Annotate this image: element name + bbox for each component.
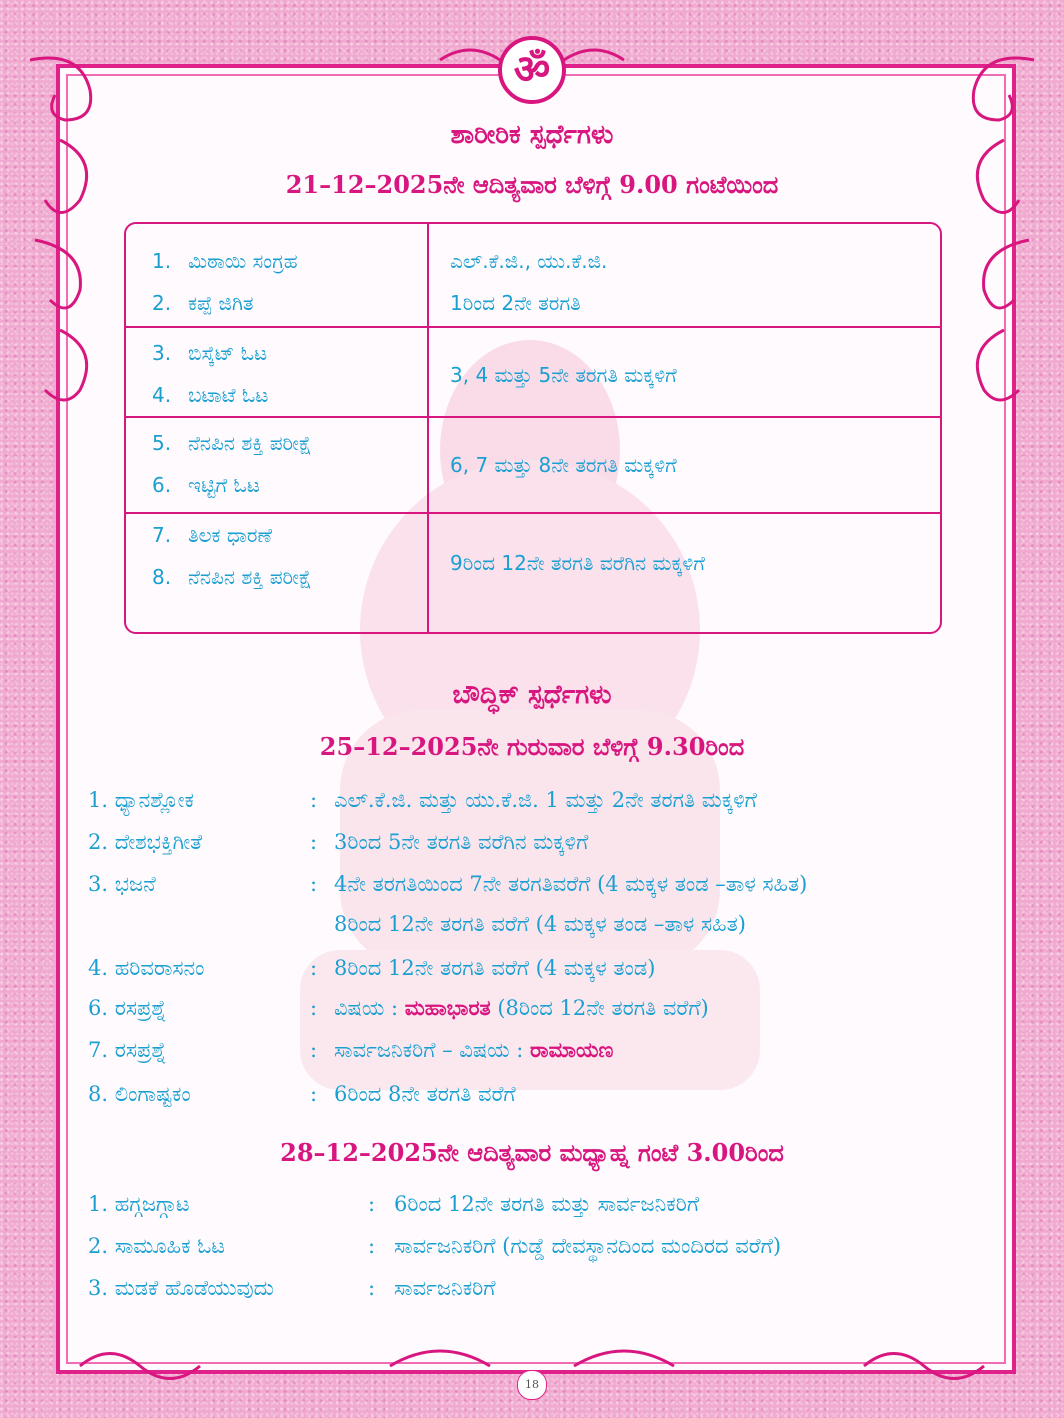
physical-competitions-date: 21–12–2025ನೇ ಆದಿತ್ಯವಾರ ಬೆಳಿಗ್ಗೆ 9.00 ಗಂಟೆಯಿಂದ bbox=[285, 170, 779, 199]
value-suffix: (8ರಿಂದ 12ನೇ ತರಗತಿ ವರೆಗೆ) bbox=[490, 996, 709, 1020]
table-row-1-items bbox=[152, 240, 298, 324]
list-item-colon: : bbox=[310, 1082, 318, 1106]
list-item-value: 6ರಿಂದ 8ನೇ ತರಗತಿ ವರೆಗೆ bbox=[334, 1082, 516, 1106]
subject-highlight: ರಾಮಾಯಣ bbox=[530, 1037, 614, 1062]
table-row-3-groups bbox=[450, 444, 677, 486]
list-item-value bbox=[334, 1030, 613, 1070]
list-item-value bbox=[334, 988, 709, 1028]
item-number: 2. bbox=[152, 291, 172, 315]
item-number: 4. bbox=[152, 383, 172, 407]
item-number: 1. bbox=[152, 249, 172, 273]
table-row-4-items bbox=[152, 514, 312, 598]
table-row-3-items bbox=[152, 422, 312, 506]
group-text: ಎಲ್.ಕೆ.ಜಿ., ಯು.ಕೆ.ಜಿ. bbox=[450, 249, 608, 273]
item-text: ತಿಲಕ ಧಾರಣೆ bbox=[188, 523, 273, 547]
intellectual-competitions-date: 25–12–2025ನೇ ಗುರುವಾರ ಬೆಳಿಗ್ಗೆ 9.30ರಿಂದ bbox=[319, 732, 745, 761]
table-row-1-groups bbox=[450, 240, 607, 324]
list-item-value: 4ನೇ ತರಗತಿಯಿಂದ 7ನೇ ತರಗತಿವರೆಗೆ (4 ಮಕ್ಕಳ ತಂಡ –ತಾಳ ಸಹಿತ) bbox=[334, 872, 808, 896]
table-row-2-items bbox=[152, 332, 268, 416]
list-item-colon: : bbox=[310, 830, 318, 854]
list-item-colon: : bbox=[310, 996, 318, 1020]
list-item-value: 8ರಿಂದ 12ನೇ ತರಗತಿ ವರೆಗೆ (4 ಮಕ್ಕಳ ತಂಡ –ತಾಳ ಸಹಿತ) bbox=[334, 912, 746, 936]
table-row-4-groups bbox=[450, 542, 705, 584]
list-item-colon: : bbox=[310, 788, 318, 812]
item-text: ಬಟಾಟೆ ಓಟ bbox=[188, 383, 269, 407]
table-row-2-groups bbox=[450, 354, 677, 396]
corner-ornament-top-right-icon bbox=[954, 40, 1044, 420]
list-item-colon: : bbox=[310, 956, 318, 980]
corner-ornament-top-left-icon bbox=[20, 40, 110, 420]
group-text: 6, 7 ಮತ್ತು 8ನೇ ತರಗತಿ ಮಕ್ಕಳಿಗೆ bbox=[450, 453, 677, 477]
subject-highlight: ಮಹಾಭಾರತ bbox=[404, 995, 491, 1020]
value-prefix: ವಿಷಯ : bbox=[334, 996, 405, 1020]
group-text: 1ರಿಂದ 2ನೇ ತರಗತಿ bbox=[450, 291, 581, 315]
list-item-label: 1. ಧ್ಯಾನಶ್ಲೋಕ bbox=[88, 788, 195, 812]
group-text: 3, 4 ಮತ್ತು 5ನೇ ತರಗತಿ ಮಕ್ಕಳಿಗೆ bbox=[450, 363, 677, 387]
item-text: ಕಪ್ಪೆ ಜಿಗಿತ bbox=[188, 291, 254, 315]
list-item-value: 8ರಿಂದ 12ನೇ ತರಗತಿ ವರೆಗೆ (4 ಮಕ್ಕಳ ತಂಡ) bbox=[334, 956, 656, 980]
list-item-label: 3. ಮಡಕೆ ಹೊಡೆಯುವುದು bbox=[88, 1276, 274, 1300]
list-item-value: ಸಾರ್ವಜನಿಕರಿಗೆ bbox=[394, 1276, 496, 1300]
list-item-colon: : bbox=[368, 1192, 376, 1216]
item-text: ಇಟ್ಟಿಗೆ ಓಟ bbox=[188, 473, 260, 497]
item-number: 8. bbox=[152, 565, 172, 589]
table-divider bbox=[427, 224, 429, 634]
list-item-label: 8. ಲಿಂಗಾಷ್ಟಕಂ bbox=[88, 1082, 191, 1106]
item-number: 3. bbox=[152, 341, 172, 365]
page-number: 18 bbox=[517, 1370, 547, 1400]
value-prefix: ಸಾರ್ವಜನಿಕರಿಗೆ – ವಿಷಯ : bbox=[334, 1038, 531, 1062]
item-text: ಮಿಠಾಯಿ ಸಂಗ್ರಹ bbox=[188, 249, 298, 273]
list-item-colon: : bbox=[368, 1276, 376, 1300]
physical-competitions-table bbox=[124, 222, 942, 634]
table-divider bbox=[126, 416, 940, 418]
list-item-label: 1. ಹಗ್ಗಜಗ್ಗಾಟ bbox=[88, 1192, 190, 1216]
item-text: ನೆನಪಿನ ಶಕ್ತಿ ಪರೀಕ್ಷೆ bbox=[188, 565, 312, 589]
list-item-label: 7. ರಸಪ್ರಶ್ನೆ bbox=[88, 1038, 167, 1062]
list-item-colon: : bbox=[310, 872, 318, 896]
list-item-label: 4. ಹರಿವರಾಸನಂ bbox=[88, 956, 205, 980]
item-number: 7. bbox=[152, 523, 172, 547]
list-item-colon: : bbox=[368, 1234, 376, 1258]
list-item-value: 3ರಿಂದ 5ನೇ ತರಗತಿ ವರೆಗಿನ ಮಕ್ಕಳಿಗೆ bbox=[334, 830, 589, 854]
intellectual-competitions-list bbox=[88, 780, 1018, 1120]
item-number: 6. bbox=[152, 473, 172, 497]
item-number: 5. bbox=[152, 431, 172, 455]
list-item-value: ಎಲ್.ಕೆ.ಜಿ. ಮತ್ತು ಯು.ಕೆ.ಜಿ. 1 ಮತ್ತು 2ನೇ ತರಗತಿ ಮಕ್ಕಳಿಗೆ bbox=[334, 788, 757, 812]
games-list bbox=[88, 1184, 1018, 1314]
list-item-label: 2. ಸಾಮೂಹಿಕ ಓಟ bbox=[88, 1234, 226, 1258]
item-text: ನೆನಪಿನ ಶಕ್ತಿ ಪರೀಕ್ಷೆ bbox=[188, 431, 312, 455]
group-text: 9ರಿಂದ 12ನೇ ತರಗತಿ ವರೆಗಿನ ಮಕ್ಕಳಿಗೆ bbox=[450, 551, 705, 575]
list-item-colon: : bbox=[310, 1038, 318, 1062]
list-item-value: 6ರಿಂದ 12ನೇ ತರಗತಿ ಮತ್ತು ಸಾರ್ವಜನಿಕರಿಗೆ bbox=[394, 1192, 700, 1216]
table-divider bbox=[126, 326, 940, 328]
item-text: ಬಿಸ್ಕೆಟ್ ಓಟ bbox=[188, 341, 268, 365]
intellectual-competitions-title: ಬೌದ್ಧಿಕ್ ಸ್ಪರ್ಧೆಗಳು bbox=[452, 680, 612, 710]
list-item-label: 2. ದೇಶಭಕ್ತಿಗೀತೆ bbox=[88, 830, 203, 854]
om-symbol: ॐ bbox=[513, 47, 551, 93]
physical-competitions-title: ಶಾರೀರಿಕ ಸ್ಪರ್ಧೆಗಳು bbox=[450, 120, 614, 150]
list-item-value: ಸಾರ್ವಜನಿಕರಿಗೆ (ಗುಡ್ಡೆ ದೇವಸ್ಥಾನದಿಂದ ಮಂದಿರದ ವರೆಗೆ) bbox=[394, 1234, 782, 1258]
list-item-label: 6. ರಸಪ್ರಶ್ನೆ bbox=[88, 996, 167, 1020]
list-item-label: 3. ಭಜನೆ bbox=[88, 872, 156, 896]
games-date: 28–12–2025ನೇ ಆದಿತ್ಯವಾರ ಮಧ್ಯಾಹ್ನ ಗಂಟೆ 3.00ರಿಂದ bbox=[280, 1138, 784, 1167]
